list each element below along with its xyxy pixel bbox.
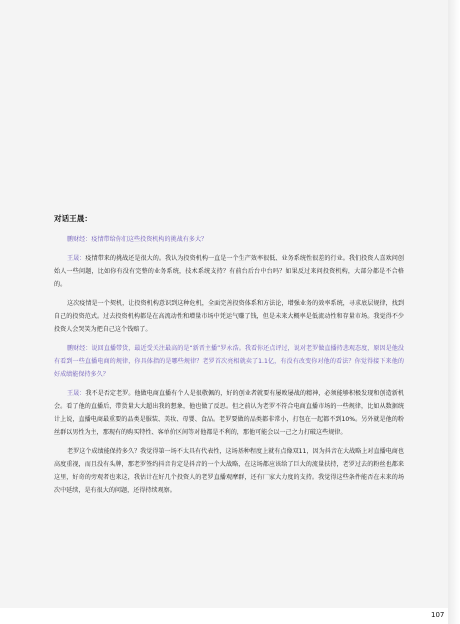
question-paragraph <box>54 233 404 246</box>
answer-paragraph <box>54 297 404 336</box>
page-bottom-margin <box>0 608 448 624</box>
paragraph-text: 鹏财经：说回直播带货，最近受关注最高的是“新晋主播”罗永浩。我看你还点评过，说对老罗做直播持悲观态度，原因是他没有看到一些直播电商的规律，你具体指的是哪些规律？老罗首次亮相就卖了1.1亿，有没有改变你对他的看法？你觉得接下来他的好成绩能保持多久？ <box>54 345 404 378</box>
answer-paragraph <box>54 445 404 497</box>
paragraph-text: 鹏财经：疫情带给你们这些投资机构的挑战有多大？ <box>67 236 208 243</box>
paragraph-text: 我不是否定老罗。他做电商直播有个人是很敬佩的，好的创业者就要有屡败屡战的精神，必须能够积极发现和创造新机会。看了他的直播后，带货量大大超出我的想象，他也做了反思。但之前认为老罗不符合电商直播市场的一些规律，比如从数据统计上说，直播电商最重要的品类是服装、美妆、母婴、食品。老罗要做的品类都非常小，打包在一起都不到10%。另外就是他的粉丝群以男性为主，那现有的购买特性、客单价区间等对他都是不利的，那他可能会以一己之力打破这些规律。 <box>54 390 405 436</box>
paragraph-text: 这次疫情是一个契机，让投资机构意识到这种危机，全面完善投资体系和方法论，增强业务的效率系统，寻求底层规律，找到自己的投资范式。过去投资机构都是在高流动性和增量市场中凭运气赚了钱，但是未来大概率是低流动性和存量市场。我觉得不少投资人会哭笑为把自己这个钱赔了。 <box>54 300 404 333</box>
question-paragraph <box>54 342 404 381</box>
page-edge <box>448 0 460 624</box>
speaker-label: 王晟： <box>67 390 86 397</box>
speaker-label: 王晟： <box>67 255 86 262</box>
article-body <box>54 213 404 503</box>
paragraph-text: 老罗这个成绩能保持多久？我觉得第一场不太具有代表性，这场基种程度上就有点像双11，因为抖音在大战略上对直播电商也高度重视，而且没有头牌，那老罗签约抖音肯定是抖音的一个大战略，在这场都应该给了巨大的流量扶持，老罗过去的粉丝也都来这里，好奇的旁观者也来这，我估计在好几个投资人的老罗直播观摩群，还有厂家大力度的支持。我觉得这些条件能否在未来的场次中延续，是有很大的问题，还得持续观察。 <box>54 448 404 494</box>
page-number: 107 <box>431 611 445 619</box>
answer-paragraph <box>54 387 404 439</box>
section-title: 对话王晟： <box>54 214 92 223</box>
paragraph-text: 疫情带来的挑战还是很大的。我认为投资机构一直是一个生产效率很低、业务系统性很差的行业。我们投资人喜欢问创始人一些问题，比如你有没有完整的业务系统，技术系统支持？有前台后台中台吗？如果反过来问投资机构，大部分都是不合格的。 <box>54 255 405 288</box>
answer-paragraph <box>54 252 404 291</box>
